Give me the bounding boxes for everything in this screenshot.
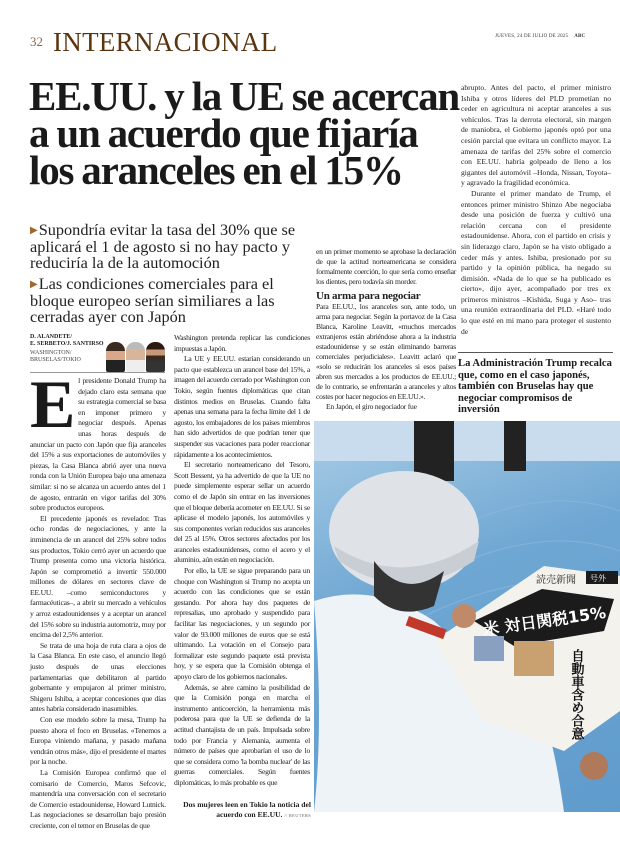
paragraph: Washington pretenda replicar las condiciones impuestas a Japón. (174, 333, 310, 353)
author-photo (126, 342, 145, 372)
article-column-1 (30, 366, 166, 832)
paragraph: Se trata de una hoja de ruta clara a ojos de la Casa Blanca. En este caso, el anuncio llegó justo después de unas elecciones parlamentarias que debilitaron al partido gobernante y empujaron al primer ministro, Shigeru Ishiba, a aceptar concesiones que días antes habría considerado inasumibles. (30, 640, 166, 714)
authors-line: E. SERBETO/J. SANTIRSO (30, 341, 104, 347)
bystander (414, 421, 454, 481)
newspaper-badge: 号外 (590, 574, 606, 583)
article-column-2 (174, 333, 310, 789)
dateline (495, 34, 585, 39)
location-line: BRUSELAS/TOKIO (30, 357, 81, 363)
paragraph: l presidente Donald Trump ha dejado claro esta semana que su estrategia comercial se basa en imponer primero y negociar después. Apenas unas horas después de anunciar un pacto con Japón que fija aranceles del 15% a sus exportaciones de automóviles y piezas, la Casa Blanca abrió ayer una nueva ronda con la Unión Europea bajo una amenaza similar: si no se alcanza un acuerdo antes del 1 de agosto, entrarán en vigor tarifas del 30% sobre productos europeos. (30, 376, 166, 513)
paragraph: abrupto. Antes del pacto, el primer ministro Ishiba y otros líderes del PLD prometían no ceder en agricultura ni aceptar aranceles a sus vehículos. Tras la derrota electoral, sin margen de maniobra, el Gobierno japonés optó por una cesión parcial que evitara un conflicto mayor. La amenaza de tarifas del 25% sobre el comercio con EE.UU. habría golpeado de lleno a los gigantes del automóvil –Honda, Nissan, Toyota– y agravado la fragilidad económica. (461, 83, 611, 188)
newspaper-headline: 米 対日関税15% (481, 602, 608, 639)
authors-line: D. ALANDETE/ (30, 334, 73, 340)
newspaper-subheadline: 自動車含め合意 (568, 649, 584, 740)
photo-illustration (314, 421, 620, 812)
paragraph: La UE y EE.UU. estarían considerando un pacto que establezca un arancel base del 15%, a imagen del acuerdo cerrado por Washington con Tokio, según fuentes diplomáticas que citan distintos medios en Bruselas. Cuando falta apenas una semana para la fecha límite del 1 de agosto, los embajadores de los países miembros han sido advertidos de que podrían tener que suspender sus vacaciones para poder reaccionar rápidamente a los acontecimientos. (174, 354, 310, 459)
author-photo (146, 342, 165, 372)
article-column-3 (316, 247, 456, 412)
section-heading: Un arma para negociar (316, 290, 421, 302)
drop-cap: E (30, 366, 76, 442)
paragraph: Con ese modelo sobre la mesa, Trump ha puesto ahora el foco en Bruselas. «Tenemos a Europa viniendo mañana, y pasado mañana vendrán otros más», dijo el presidente el martes por la noche. (30, 715, 166, 767)
news-photo (314, 421, 620, 812)
paragraph: La Comisión Europea confirmó que el comisario de Comercio, Maros Sefcovic, mantendría una conversación con el secretario de Comercio estadounidense, Howard Lutnick. Las negociaciones se desarrollan bajo presión creciente, con el temor en Bruselas de que (30, 767, 166, 830)
photo-caption (174, 800, 311, 821)
pull-quote (458, 352, 613, 416)
triangle-bullet-icon: ▶ (30, 279, 38, 290)
caption-text: Dos mujeres leen en Tokio la noticia del acuerdo con EE.UU. (183, 800, 311, 819)
section-title: INTERNACIONAL (53, 27, 278, 57)
article-column-4 (461, 83, 611, 337)
location-line: WASHINGTON/ (30, 350, 72, 356)
paragraph: Por ello, la UE se sigue preparando para un choque con Washington si Trump no acepta un acuerdo con las condiciones que se están gestando. Por ahora hay dos paquetes de represalias, uno aprobado y suspendido para facilitar las negociaciones, y un segundo por valor de 93.000 millones de euros que se está ultimando. La votación en el Consejo para formalizar este segundo paquete está prevista hoy, y se espera que la Comisión obtenga el apoyo claro de los gobiernos nacionales. (174, 566, 310, 681)
paragraph: El precedente japonés es revelador. Tras ocho rondas de negociaciones, y ante la inminencia de un arancel del 25% sobre todos sus productos, Tokio cerró ayer un acuerdo que Trump presenta como una victoria histórica. Japón se comprometió a invertir 550.000 millones de dólares en sectores clave de EE.UU. –como semiconductores y farmacéuticas–, a abrir su mercado a vehículos y arroz estadounidenses y a aceptar un arancel del 15% sobre su industria automotriz, muy por encima del 2,5% anterior. (30, 513, 166, 640)
author-photo (106, 342, 125, 372)
paragraph: Para EE.UU., los aranceles son, ante todo, un arma para negociar. Según la portavoz de la Casa Blanca, Karoline Leavitt, «muchos mercados extranjeros están abriéndose ahora a la industria estadounidense y se están eliminando barreras comerciales perjudiciales». Leavitt aclaró que «solo se reducirán los aranceles si esos países abren sus mercados a los productos de EE.UU.; de lo contrario, se enfrentarán a aranceles y altos costes por hacer negocios en EE.UU.». (316, 302, 456, 401)
paragraph: Durante el primer mandato de Trump, el entonces primer ministro Shinzo Abe negociaba desde una posición de fuerza y cultivó una relación cercana con el presidente estadounidense. Ahora, con el partido en crisis y sin liderazgo claro, Japón se ha visto obligado a ceder más y antes. Ishiba, presionado por su partido y la opinión pública, ha negado su dimisión. «Nada de lo que se ha publicado es cierto», dijo ayer, acompañado por tres ex primeros ministros –Kishida, Suga y Aso– tras una reunión extraordinaria del PLD. «Haré todo lo que esté en mi mano para proteger el sustento de (461, 188, 611, 336)
page-number: 32 (30, 34, 43, 49)
authors (30, 334, 165, 348)
paragraph: El secretario norteamericano del Tesoro, Scott Bessent, ya ha advertido de que la UE no puede simplemente esperar sellar un acuerdo como el de Japón sin entrar en las inversiones que el bloque debería acometer en EE.UU. Si se aplicase el modelo japonés, los automóviles y sus componentes verían reducidos sus aranceles del 25 al 15%. Otros sectores afectados por los aranceles estadounidenses, como el acero y el aluminio, aún están en negociación. (174, 460, 310, 565)
headline: EE.UU. y la UE se acercan a un acuerdo que fijaría los aranceles en el 15% (29, 73, 460, 193)
triangle-bullet-icon: ▶ (30, 225, 38, 236)
paragraph: En Japón, el giro negociador fue (326, 402, 417, 411)
paragraph: Además, se abre camino la posibilidad de que la Comisión ponga en marcha el instrumento anticoerción, la herramienta más poderosa para que la UE se defienda de la actitud chantajista de un país. Impulsada sobre todo por Francia y Alemania, aumenta el número de países que aprobarían el uso de lo que se considera como 'la bomba nuclear' de las guerras comerciales. Según fuentes diplomáticas, lo más probable es que (174, 682, 310, 787)
subhead (30, 222, 310, 271)
brand: ABC (574, 34, 586, 39)
date: JUEVES, 24 DE JULIO DE 2025 (495, 34, 569, 39)
pull-quote-text: La Administración Trump recalca que, como en el caso japonés, también con Bruselas hay que negociar compromisos de inversión (458, 358, 612, 415)
subhead (30, 276, 310, 325)
photo-credit: // REUTERS (284, 813, 311, 818)
newspaper-masthead: 読売新聞 (536, 575, 576, 586)
subhead-text: Supondría evitar la tasa del 30% que se aplicará el 1 de agosto si no hay pacto y reduciría la de la automoción (30, 220, 296, 272)
subhead-text: Las condiciones comerciales para el bloque europeo serían similiares a las cerradas ayer con Japón (30, 274, 275, 326)
paragraph: en un primer momento se aprobase la declaración de que la actitud norteamericana se considera formalmente coerción, lo que sería como enseñar los dientes, pero todavía sin morder. (316, 247, 456, 286)
